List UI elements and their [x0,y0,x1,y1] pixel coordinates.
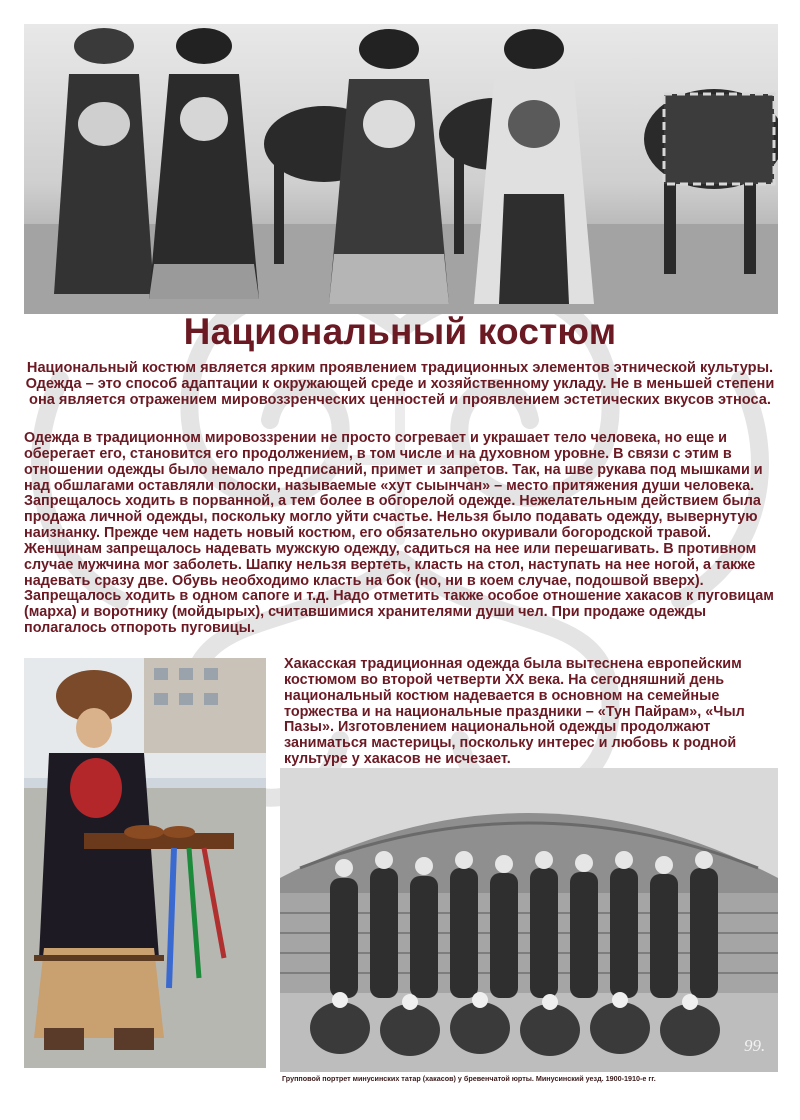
page-title: Национальный костюм [183,311,617,352]
historical-photo-group-yurt [280,768,778,1072]
photo-woman-in-national-costume [24,658,266,1068]
side-paragraph: Хакасская традиционная одежда была вытеснена европейским костюмом во второй четверти XX века. На сегодняшний день национальный костюм надевается в основном на семейные торжества и на национальные праздники – «Тун Пайрам», «Чыл Пазы». Изготовлением национальной одежды продолжают заниматься мастерицы, поскольку интерес и любовь к родной культуре у хакасов не исчезает. [284,656,745,768]
historical-photo-costumes-horses [24,24,778,314]
photo-caption: Групповой портрет минусинских татар (хакасов) у бревенчатой юрты. Минусинский уезд. 1900-1910-е гг. [282,1074,656,1083]
page-number: 99. [744,1036,766,1055]
intro-paragraph: Национальный костюм является ярким проявлением традиционных элементов этнической культуры. Одежда – это способ адаптации к окружающей среде и хозяйственному укладу. Не в меньшей степени она является отражением мировоззренческих ценностей и проявлением эстетических вкусов этноса. [25,360,775,409]
body-paragraph: Одежда в традиционном мировоззрении не просто согревает и украшает тело человека, но еще и оберегает его, становится его продолжением, в том числе и на духовном уровне. В связи с этим в отношении одежды было немало предписаний, примет и запретов. Так, на шве рукава под мышками и над обшлагами оставляли полоски, называемые «хут сыынчан» – место притяжения души человека. Запрещалось ходить в порванной, а тем более в обгорелой одежде. Нежелательным действием была продажа личной одежды, поскольку могло уйти счастье. Нельзя было подавать одежду, вывернутую наизнанку. Прежде чем надеть новый костюм, его обязательно окуривали богородской травой. Женщинам запрещалось надевать мужскую одежду, садиться на нее или перешагивать. В противном случае мужчина мог заболеть. Шапку нельзя вертеть, класть на стол, наступать на нее ногой, а также надевать сразу две. Обувь необходимо класть на бок (но, ни в коем случае, подошвой вверх). Запрещалось ходить в одном сапоге и т.д. Надо отметить также особое отношение хакасов к пуговицам (марха) и воротнику (мойдырых), считавшимися хранителями души чел. При продаже одежды полагалось отпороть пуговицы. [24,430,774,637]
